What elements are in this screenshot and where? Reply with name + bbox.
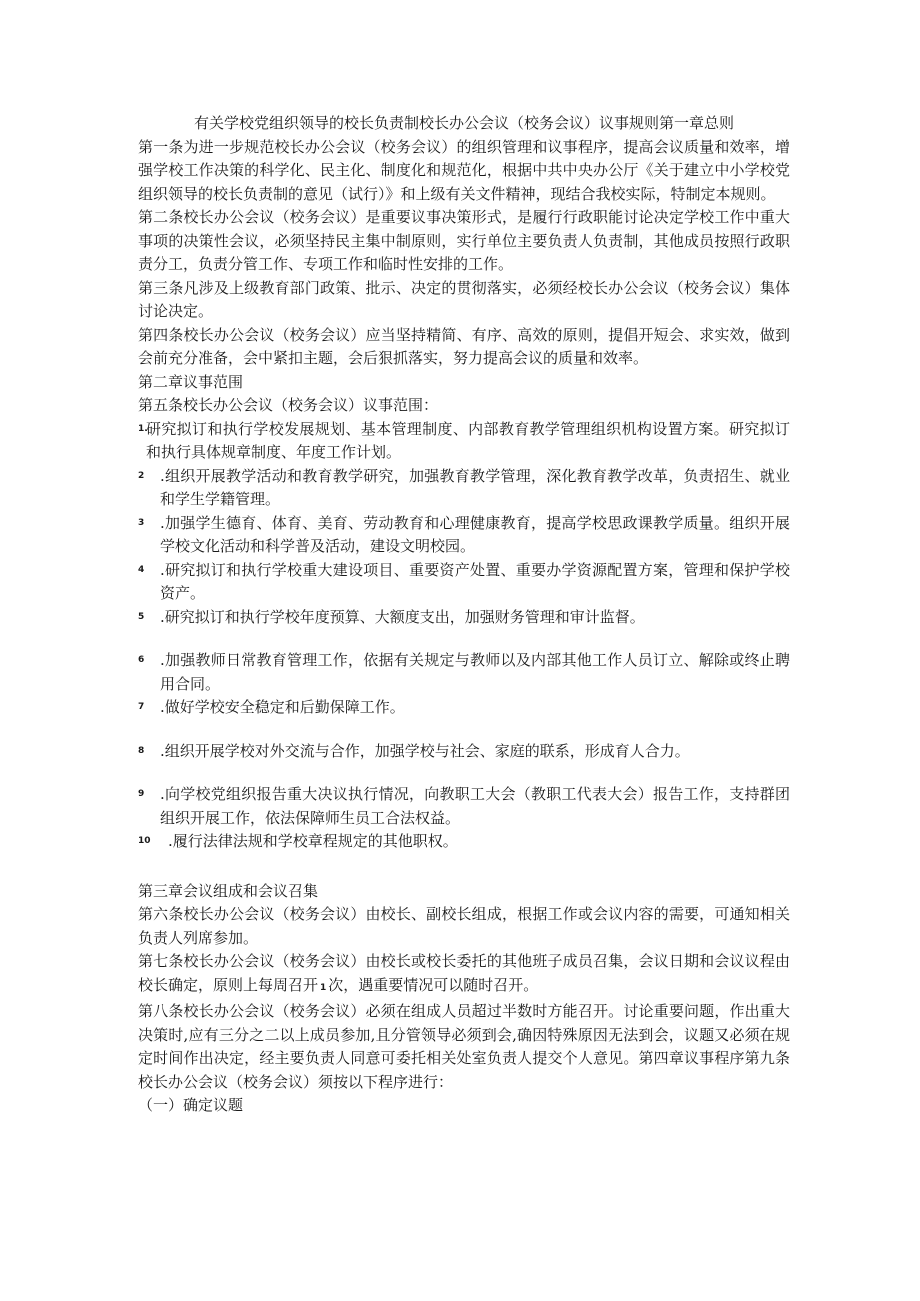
list-item xyxy=(138,696,790,720)
article-7-number: 1 xyxy=(320,982,327,993)
list-item-number: 5 xyxy=(138,611,145,622)
list-item-text: .研究拟订和执行学校重大建设项目、重要资产处置、重要办学资源配置方案，管理和保护学校资产。 xyxy=(160,560,790,602)
chapter-3-heading: 第三章会议组成和会议召集 xyxy=(138,881,319,900)
list-item xyxy=(138,559,790,606)
list-item-text: .组织开展教学活动和教育教学研究，加强教育教学管理，深化教育教学改革，负责招生、就业和学生学籍管理。 xyxy=(160,466,790,508)
article-7 xyxy=(138,950,790,1000)
list-item-number: 4 xyxy=(138,564,145,575)
list-item-number: 9 xyxy=(138,789,145,799)
list-item-number: 6 xyxy=(138,655,145,665)
list-item-text: .向学校党组织报告重大决议执行情况，向教职工大会（教职工代表大会）报告工作，支持群团组织开展工作，依法保障师生员工合法权益。 xyxy=(160,785,790,827)
article-3: 第三条凡涉及上级教育部门政策、批示、决定的贯彻落实，必须经校长办公会议（校务会议）集体讨论决定。 xyxy=(138,278,790,320)
list-item-number: 8 xyxy=(138,745,145,756)
list-item-text: .组织开展学校对外交流与合作，加强学校与社会、家庭的联系，形成育人合力。 xyxy=(160,741,690,760)
article-4: 第四条校长办公会议（校务会议）应当坚持精简、有序、高效的原则，提倡开短会、求实效，做到会前充分准备，会中紧扣主题，会后狠抓落实，努力提高会议的质量和效率。 xyxy=(138,325,790,367)
list-item-number: 2 xyxy=(138,470,145,481)
list-item xyxy=(138,830,790,854)
article-5: 第五条校长办公会议（校务会议）议事范围： xyxy=(138,396,439,414)
list-item-number: 7 xyxy=(138,702,145,712)
list-item xyxy=(138,740,790,764)
document-page xyxy=(138,112,790,1118)
list-item-text: 研究拟订和执行学校发展规划、基本管理制度、内部教育教学管理组织机构设置方案。研究拟订和执行具体规章制度、年度工作计划。 xyxy=(146,419,790,461)
list-item-text: .研究拟订和执行学校年度预算、大额度支出，加强财务管理和审计监督。 xyxy=(160,607,645,626)
list-item-text: .加强学生德育、体育、美育、劳动教育和心理健康教育，提高学校思政课教学质量。组织开展学校文化活动和科学普及活动，建设文明校园。 xyxy=(160,513,790,555)
article-2: 第二条校长办公会议（校务会议）是重要议事决策形式，是履行行政职能讨论决定学校工作中重大事项的决策性会议，必须坚持民主集中制原则，实行单位主要负责人负责制，其他成员按照行政职责分工，负责分管工作、专项工作和临时性安排的工作。 xyxy=(138,208,790,273)
list-item-text: .加强教师日常教育管理工作，依据有关规定与教师以及内部其他工作人员订立、解除或终止聘用合同。 xyxy=(160,651,790,693)
chapter-2-heading: 第二章议事范围 xyxy=(138,372,244,391)
article-7-text-b: 次，遇重要情况可以随时召开。 xyxy=(328,975,539,994)
article-8: 第八条校长办公会议（校务会议）必须在组成人员超过半数时方能召开。讨论重要问题，作出重大决策时,应有三分之二以上成员参加,且分管领导必须到会,确因特殊原因无法到会，议题又必须在规定时间作出决定，经主要负责人同意可委托相关处室负责人提交个人意见。第四章议事程序第九条校长办公会议（校务会议）须按以下程序进行： xyxy=(138,1002,790,1091)
section-1-heading: （一）确定议题 xyxy=(138,1096,244,1114)
article-1: 第一条为进一步规范校长办公会议（校务会议）的组织管理和议事程序，提高会议质量和效率，增强学校工作决策的科学化、民主化、制度化和规范化，根据中共中央办公厅《关于建立中小学校党组织领导的校长负责制的意见（试行）》和上级有关文件精神，现结合我校实际，特制定本规则。 xyxy=(138,137,790,203)
article-6: 第六条校长办公会议（校务会议）由校长、副校长组成，根据工作或会议内容的需要，可通知相关负责人列席参加。 xyxy=(138,905,790,947)
article-7-text-a: 第七条校长办公会议（校务会议）由校长或校长委托的其他班子成员召集，会议日期和会议议程由校长确定，原则上每周召开 xyxy=(138,952,790,994)
list-item-number: 3 xyxy=(138,517,145,528)
list-item-number: 10 xyxy=(138,836,151,846)
list-item xyxy=(138,465,790,512)
list-item xyxy=(138,512,790,559)
list-item xyxy=(138,606,790,630)
list-item-text: .履行法律法规和学校章程规定的其他职权。 xyxy=(168,832,458,850)
list-item-number: 1. xyxy=(138,423,148,434)
list-item-text: .做好学校安全稳定和后勤保障工作。 xyxy=(160,698,405,716)
list-item xyxy=(138,418,790,465)
document-title: 有关学校党组织领导的校长负责制校长办公会议（校务会议）议事规则第一章总则 xyxy=(193,114,734,132)
list-item xyxy=(138,783,790,830)
list-item xyxy=(138,649,790,696)
